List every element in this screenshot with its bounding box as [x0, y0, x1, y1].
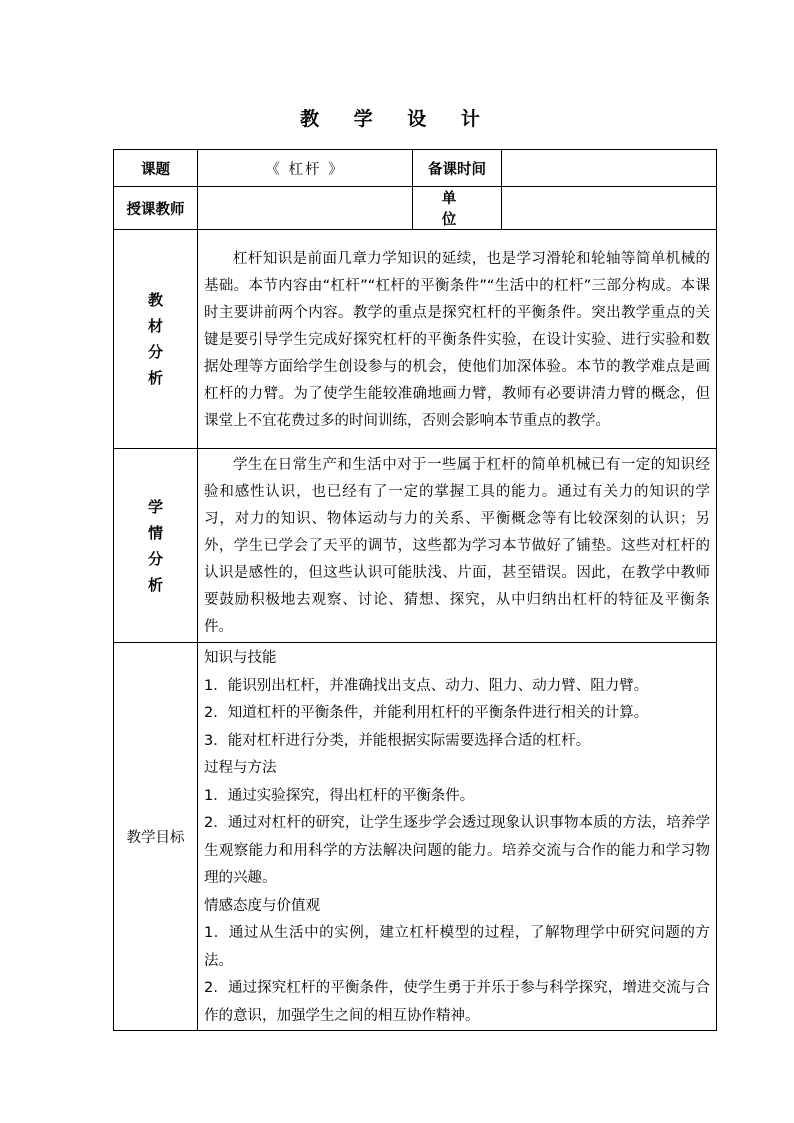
objectives-content [198, 643, 717, 1031]
label-char: 情 [147, 523, 163, 542]
objectives-label: 教学目标 [114, 643, 198, 1031]
topic-label: 课题 [114, 150, 198, 187]
objective-heading: 情感态度与价值观 [204, 897, 320, 914]
label-char: 析 [147, 575, 163, 594]
student-analysis-row [114, 449, 717, 643]
label-char: 材 [147, 317, 163, 335]
student-analysis-text: 学生在日常生产和生活中对于一些属于杠杆的简单机械已有一定的知识经验和感性认识，也已经有了一定的掌握工具的能力。通过有关力的知识的学习，对力的知识、物体运动与力的关系、平衡概念等有比较深刻的认识；另外，学生已学会了天平的调节，这些都为学习本节做好了铺垫。这些对杠杆的认识是感性的，但这些认识可能肤浅、片面，甚至错误。因此，在教学中教师要鼓励积极地去观察、讨论、猜想、探究，从中归纳出杠杆的特征及平衡条件。 [198, 449, 717, 643]
objective-heading: 知识与技能 [204, 650, 277, 666]
objective-item: 2．通过探究杠杆的平衡条件，使学生勇于并乐于参与科学探究，增进交流与合作的意识，加强学生之间的相互协作精神。 [204, 980, 710, 1024]
teacher-label: 授课教师 [114, 187, 198, 230]
material-analysis-label [114, 230, 198, 449]
objective-item: 2．知道杠杆的平衡条件，并能利用杠杆的平衡条件进行相关的计算。 [204, 705, 649, 721]
material-analysis-text: 杠杆知识是前面几章力学知识的延续，也是学习滑轮和轮轴等简单机械的基础。本节内容由“杠杆”“杠杆的平衡条件”“生活中的杠杆”三部分构成。本课时主要讲前两个内容。教学的重点是探究杠杆的平衡条件。突出教学重点的关键是要引导学生完成好探究杠杆的平衡条件实验，在设计实验、进行实验和数据处理等方面给学生创设参与的机会，使他们加深体验。本节的教学难点是画杠杆的力臂。为了使学生能较准确地画力臂，教师有必要讲清力臂的概念，但课堂上不宜花费过多的时间训练，否则会影响本节重点的教学。 [198, 230, 717, 449]
page-title: 教 学 设 计 [300, 108, 494, 130]
prep-time-label: 备课时间 [413, 150, 502, 187]
lesson-plan-table [113, 149, 717, 1031]
label-char: 分 [147, 549, 163, 568]
teacher-row [114, 187, 717, 230]
objective-item: 1．通过从生活中的实例，建立杠杆模型的过程，了解物理学中研究问题的方法。 [204, 925, 710, 969]
topic-value: 《 杠杆 》 [198, 150, 413, 187]
material-analysis-row [114, 230, 717, 449]
teacher-value [198, 187, 413, 230]
unit-value [502, 187, 717, 230]
objective-item: 3．能对杠杆进行分类，并能根据实际需要选择合适的杠杆。 [204, 732, 591, 749]
label-char: 教 [147, 291, 163, 309]
student-analysis-label [114, 449, 198, 643]
objective-item: 1．能识别出杠杆，并准确找出支点、动力、阻力、动力臂、阻力臂。 [204, 677, 649, 694]
prep-time-value [502, 150, 717, 187]
objectives-row [114, 643, 717, 1031]
label-char: 学 [147, 497, 163, 516]
objective-item: 1．通过实验探究，得出杠杆的平衡条件。 [204, 787, 475, 804]
objective-heading: 过程与方法 [204, 760, 277, 776]
objective-item: 2．通过对杠杆的研究，让学生逐步学会透过现象认识事物本质的方法，培养学生观察能力和用科学的方法解决问题的能力。培养交流与合作的能力和学习物理的兴趣。 [204, 815, 710, 886]
label-char: 分 [147, 343, 163, 361]
topic-row [114, 150, 717, 187]
unit-label: 单位 [413, 187, 502, 230]
label-char: 析 [147, 369, 163, 387]
